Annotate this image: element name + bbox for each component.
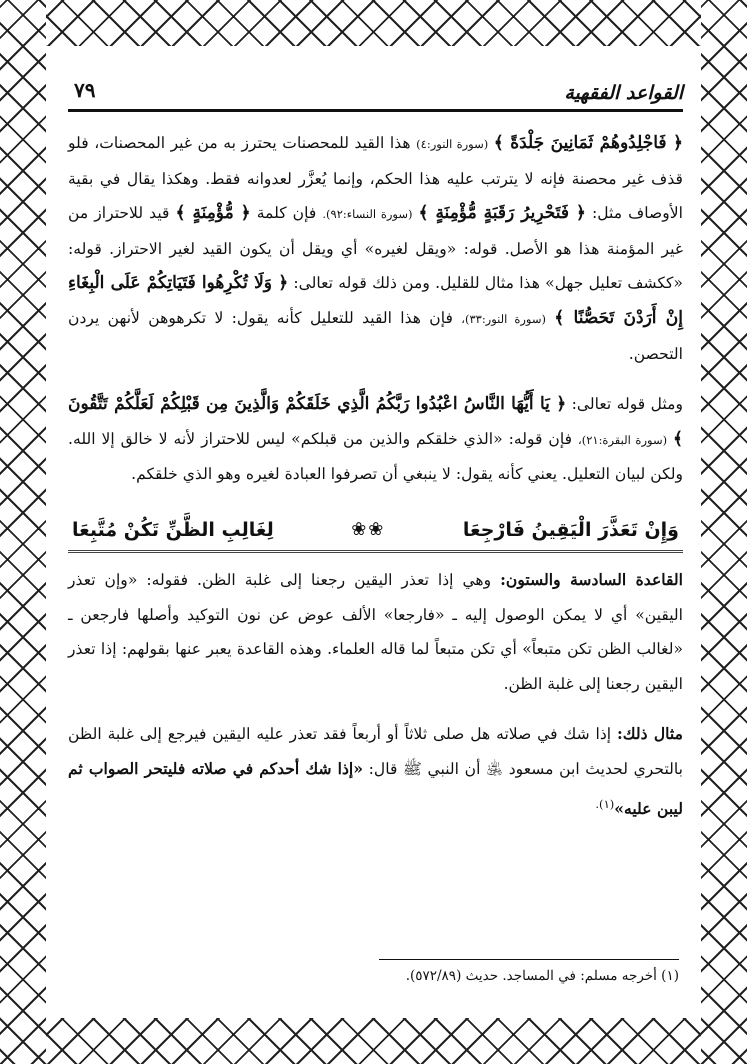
verse-reference: (سورة البقرة:٢١)، <box>578 432 668 447</box>
decorative-border-bottom <box>0 1018 747 1064</box>
decorative-border-left <box>0 0 46 1064</box>
verse-reference: (سورة النور:٣٣)، <box>461 311 546 326</box>
rule-heading: القاعدة السادسة والستون: <box>500 569 683 589</box>
paragraph-example <box>68 717 683 826</box>
footnote: (١) أخرجه مسلم: في المساجد. حديث (٥٧٢/٨٩). <box>405 968 679 984</box>
hadith-quote: «إذا شك أحدكم في صلاته فليتحر الصواب ثم ليبن عليه» <box>68 758 683 818</box>
body-text: فإن هذا القيد للتعليل كأنه يقول: لا تكرهوهن لأنهن يردن التحصن. <box>68 308 683 363</box>
footnote-marker: (١). <box>595 796 615 811</box>
running-title: القواعد الفقهية <box>564 82 683 104</box>
page <box>46 46 701 1018</box>
main-text <box>68 126 683 826</box>
page-number: ٧٩ <box>74 78 96 102</box>
body-text: إذا شك في صلاته هل صلى ثلاثاً أو أربعاً فقد تعذر عليه اليقين فيرجع إلى غلبة الظن بالتحري لحديث ابن مسعود ﵁ أن النبي ﷺ قال: <box>68 725 683 778</box>
body-text: فإن كلمة <box>256 204 317 223</box>
verse-reference: (سورة النور:٤) <box>416 137 489 151</box>
quran-verse: ﴿ فَاجْلِدُوهُمْ ثَمَانِينَ جَلْدَةً ﴾ <box>493 133 683 153</box>
running-header <box>68 76 683 110</box>
body-text: وهي إذا تعذر اليقين رجعنا إلى غلبة الظن. فقوله: «وإن تعذر اليقين» أي لا يمكن الوصول إليه ـ «فارجعا» الألف عوض عن نون التوكيد وأصلها فارجعن ـ «لغالب الظن تكن متبعاً» أي تكن متبعاً لما قاله العلماء. وهذه القاعدة يعبر عنها بقولهم: إذا تعذر اليقين رجعنا إلى غلبة الظن. <box>68 570 683 693</box>
footnote-rule <box>379 959 679 960</box>
body-text: فإن قوله: «الذي خلقكم والذين من قبلكم» ليس للاحتراز لأنه لا خالق إلا الله. ولكن لبيان التعليل. يعني كأنه يقول: لا ينبغي أن تصرفوا العبادة لغيره وهو الذي خلقكم. <box>68 429 683 484</box>
paragraph-qualifier-examples <box>68 126 683 371</box>
header-rule <box>68 109 683 112</box>
quran-verse: ﴿ مُّؤْمِنَةٍ ﴾ <box>175 203 251 224</box>
verse-left-hemistich: لِغَالِبِ الظَّنِّ تَكُنْ مُتَّبِعَا <box>72 518 274 541</box>
decorative-border-top <box>0 0 747 46</box>
paragraph-worship-example <box>68 387 683 492</box>
verse-reference: (سورة النساء:٩٢). <box>322 207 413 222</box>
body-text: ومثل قوله تعالى: <box>571 395 683 414</box>
decorative-border-right <box>701 0 747 1064</box>
quran-verse: ﴿ يَا أَيُّهَا النَّاسُ اعْبُدُوا رَبَّكُمُ الَّذِي خَلَقَكُمْ وَالَّذِينَ مِن قَبْلِكُمْ لَعَلَّكُمْ تَتَّقُونَ ﴾ <box>68 394 683 449</box>
flower-ornament-icon: ❀❀ <box>351 518 386 540</box>
verse-right-hemistich: وَإِنْ تَعَذَّرَ الْيَقِينُ فَارْجِعَا <box>462 518 679 541</box>
poem-verse <box>68 510 683 553</box>
example-heading: مثال ذلك: <box>616 724 683 744</box>
quran-verse: ﴿ فَتَحْرِيرُ رَقَبَةٍ مُّؤْمِنَةٍ ﴾ <box>418 203 586 224</box>
body-text: هذا القيد للمحصنات يحترز به من غير المحصنات، فلو قذف غير محصنة فإنه لا يترتب عليه هذا الحكم، وإنما يُعزَّر لعدوانه فقط. وهكذا يقال في بقية الأوصاف مثل: <box>68 134 683 223</box>
quran-verse: ﴿ وَلَا تُكْرِهُوا فَتَيَاتِكُمْ عَلَى الْبِغَاءِ إِنْ أَرَدْنَ تَحَصُّنًا ﴾ <box>68 273 683 328</box>
paragraph-rule-66 <box>68 563 683 701</box>
body-text: قيد للاحتراز من غير المؤمنة هذا هو الأصل. قوله: «ويقل لغيره» أي ويقل أن يكون القيد لغير الاحتراز. قوله: «ككشف تعليل جهل» هذا مثال للقليل. ومن ذلك قوله تعالى: <box>68 204 683 293</box>
